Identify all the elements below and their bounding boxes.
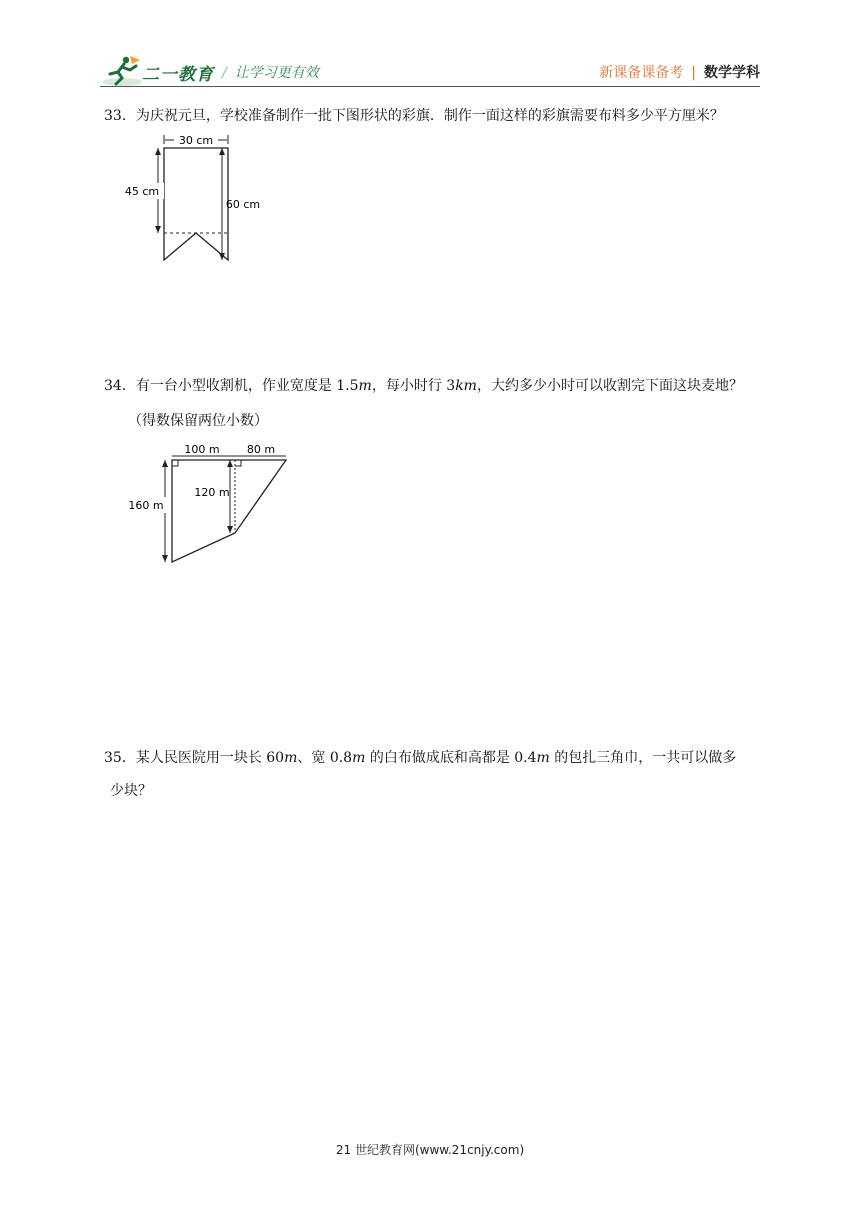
flag-figure: [118, 130, 278, 266]
question-35-text-4: 的包扎三角巾，一共可以做多: [549, 750, 737, 766]
question-35-text-3: 的白布做成底和高都是 0.4: [365, 750, 537, 766]
question-34-note: （得数保留两位小数）: [128, 413, 268, 429]
question-34-text-1: 有一台小型收割机，作业宽度是 1.5: [135, 378, 359, 394]
header-subject-label: 数学学科: [704, 65, 760, 81]
field-left-label: 160 m: [128, 499, 164, 512]
page-footer: 21 世纪教育网(www.21cnjy.com): [335, 1143, 525, 1157]
runner-logo-icon: [100, 54, 144, 88]
header-course-label: 新课备课备考: [599, 65, 684, 81]
question-34-number: 34．: [104, 378, 136, 394]
question-34-text-3: ，大约多少小时可以收割完下面这块麦地？: [476, 378, 743, 394]
logo: [100, 54, 220, 88]
question-35-line2: 少块？: [110, 783, 152, 799]
field-figure: [118, 438, 298, 570]
question-35-number: 35．: [104, 750, 136, 766]
question-34-unit-2: km: [455, 378, 477, 394]
header-rule: [100, 86, 760, 87]
question-35-text-2: 、宽 0.8: [297, 750, 353, 766]
flag-left-label: 45 cm: [124, 185, 160, 198]
slogan: / 让学习更有效: [222, 65, 319, 81]
question-35: [104, 748, 736, 768]
header-right: [599, 62, 760, 82]
field-inner-label: 120 m: [194, 486, 230, 499]
question-33: [104, 106, 724, 126]
question-34: [104, 376, 743, 396]
logo-text: 二一教育: [142, 65, 214, 85]
question-35-unit-1: m: [284, 750, 298, 766]
page-header: [100, 54, 760, 88]
field-top2-label: 80 m: [246, 443, 276, 456]
question-35-unit-2: m: [352, 750, 366, 766]
question-34-unit-1: m: [358, 378, 372, 394]
flag-right-label: 60 cm: [225, 198, 261, 211]
question-35-unit-3: m: [536, 750, 550, 766]
question-33-text: 为庆祝元旦，学校准备制作一批下图形状的彩旗．制作一面这样的彩旗需要布料多少平方厘米？: [135, 108, 724, 124]
header-separator: |: [691, 65, 696, 81]
question-35-text-1: 某人民医院用一块长 60: [135, 750, 285, 766]
flag-width-label: 30 cm: [178, 134, 214, 147]
field-top1-label: 100 m: [184, 443, 220, 456]
slogan-text: 让学习更有效: [234, 65, 319, 81]
question-34-text-2: ，每小时行 3: [371, 378, 456, 394]
question-33-number: 33．: [104, 108, 136, 124]
